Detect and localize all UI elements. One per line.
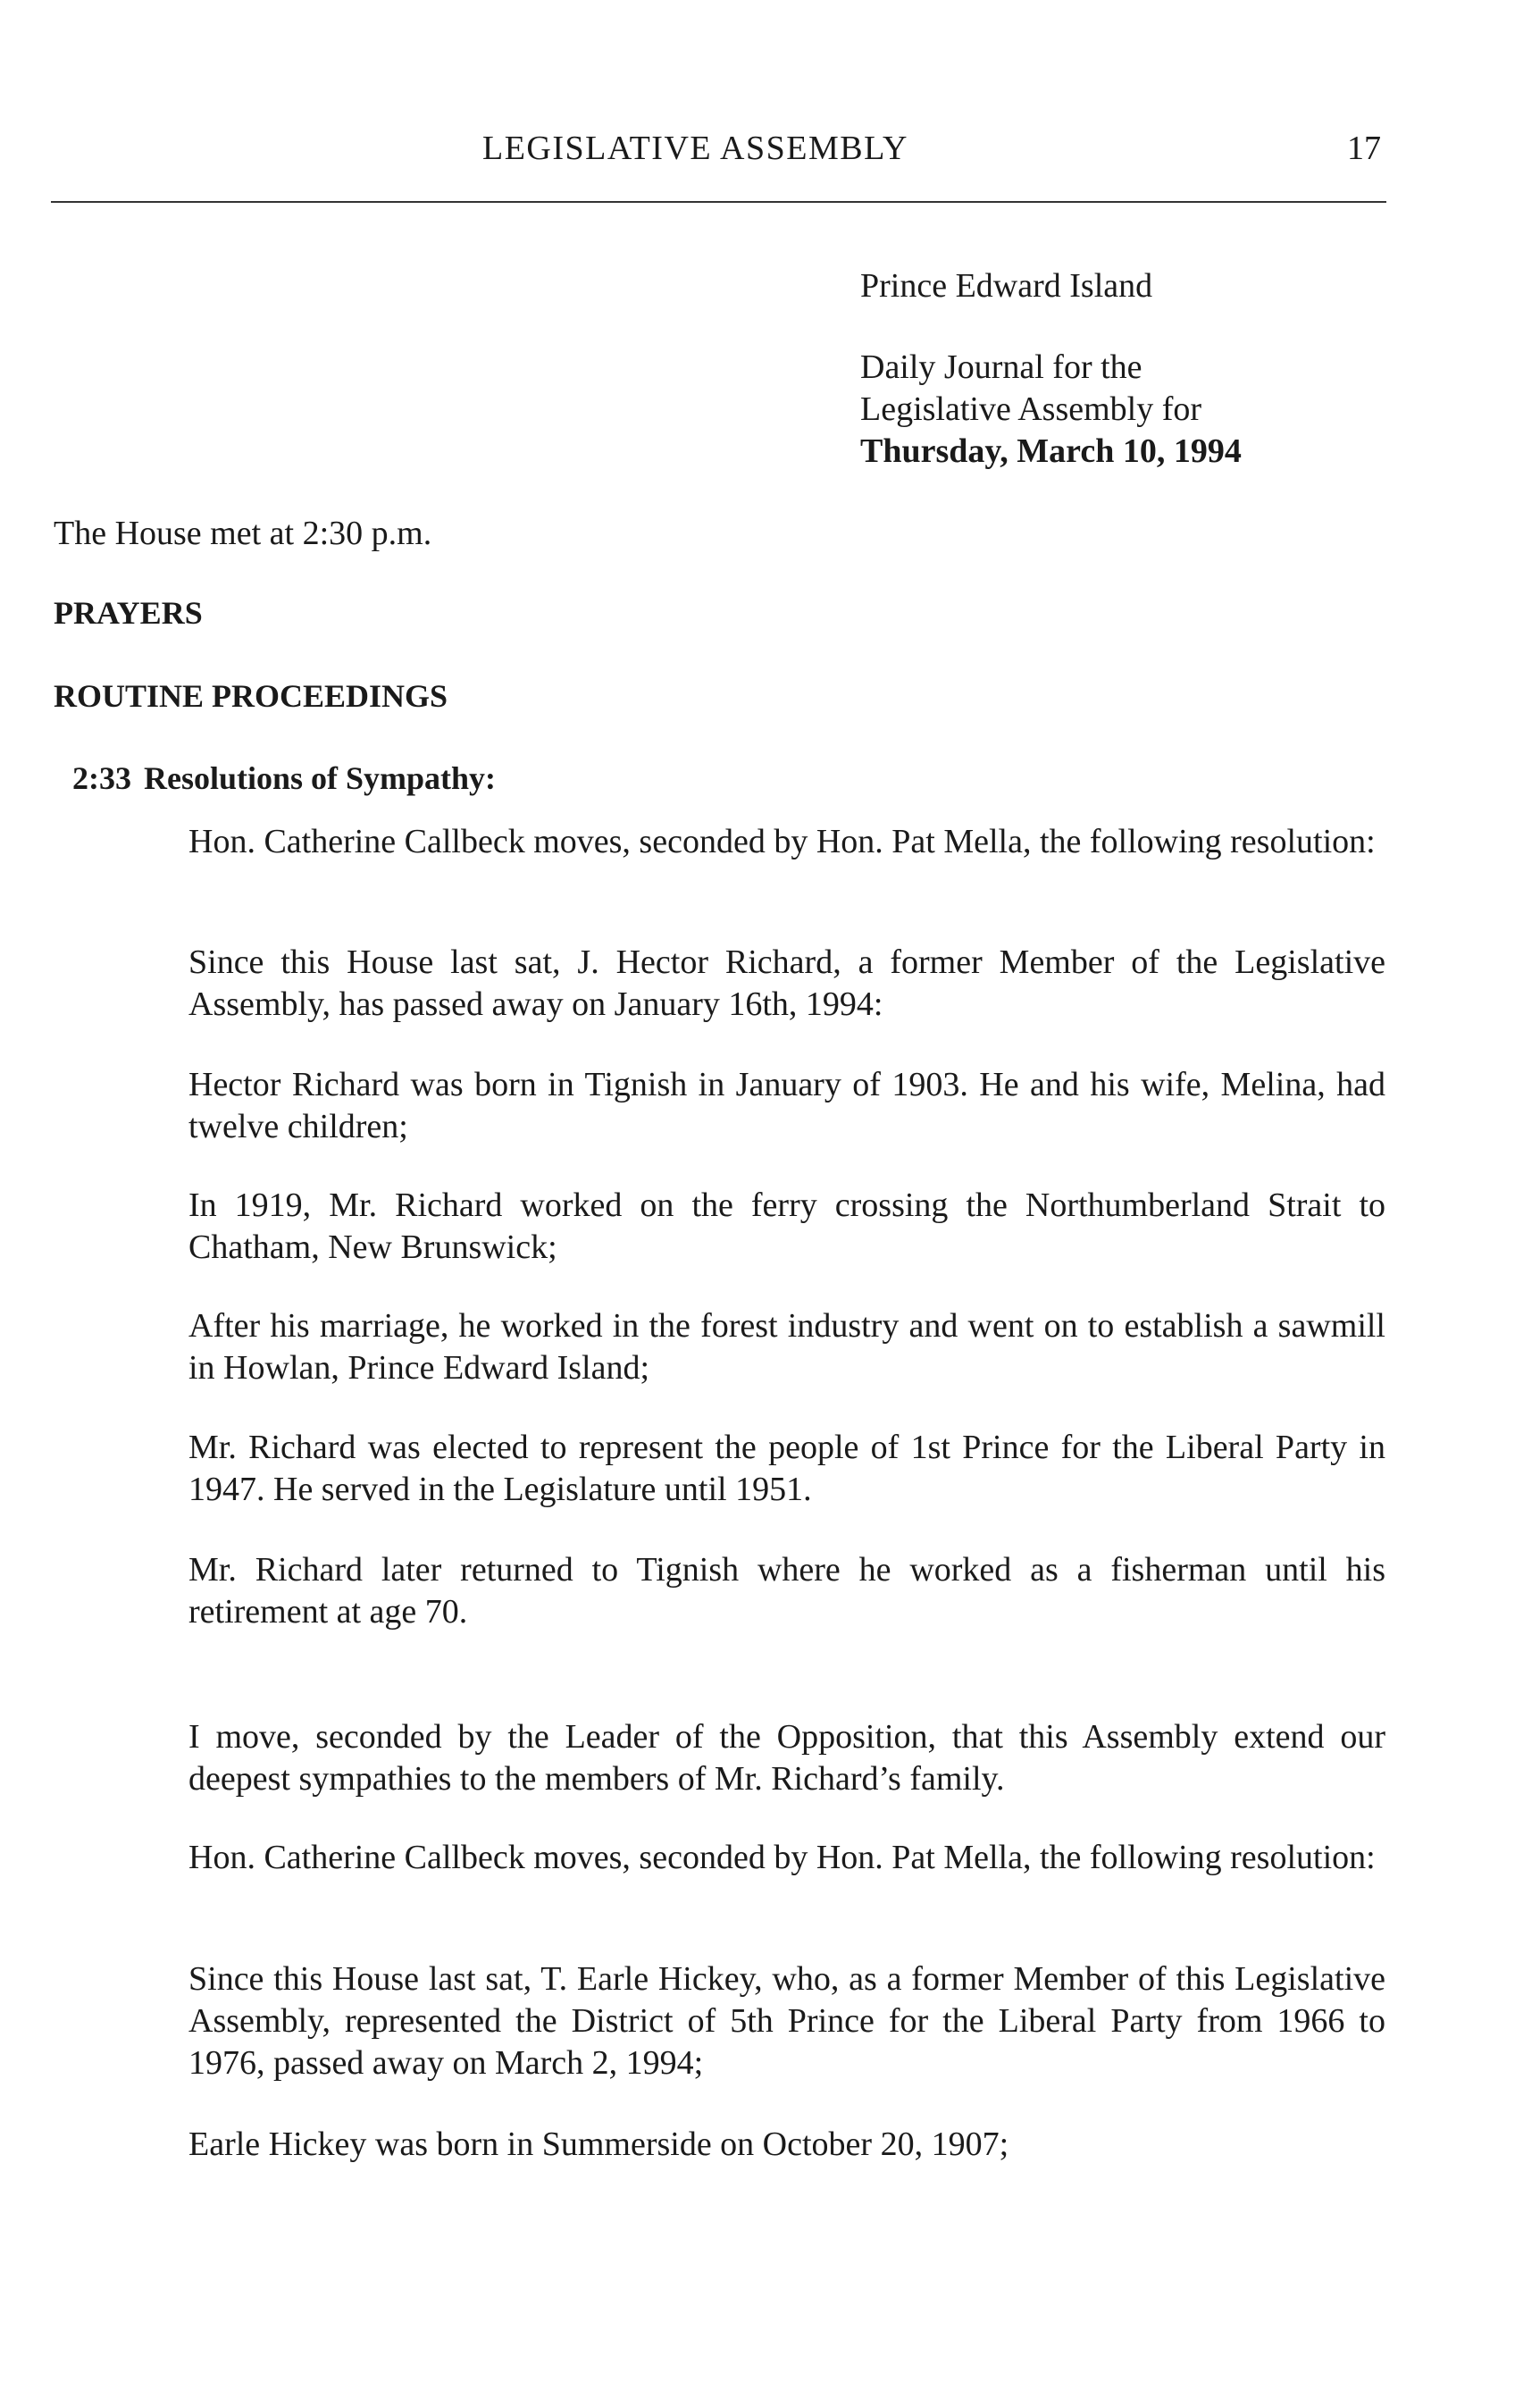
paragraph: Since this House last sat, T. Earle Hickey, who, as a former Member of this Legislative Assembly, represented the District of 5th Prince for the Liberal Party from 1966 to 1976, passed away on March 2, 1994; [188, 1960, 1385, 2082]
heading-prayers: PRAYERS [54, 595, 203, 631]
paragraph: Mr. Richard was elected to represent the people of 1st Prince for the Liberal Party in 1947. He served in the Legislature until 1951. [188, 1429, 1385, 1508]
journal-date: Thursday, March 10, 1994 [860, 432, 1242, 470]
paragraph: Hon. Catherine Callbeck moves, seconded by Hon. Pat Mella, the following resolution: [188, 823, 1376, 860]
province-name: Prince Edward Island [860, 267, 1153, 305]
item-title: Resolutions of Sympathy: [144, 760, 497, 796]
item-time: 2:33 [72, 760, 131, 796]
journal-title-line-1: Daily Journal for the [860, 348, 1142, 386]
paragraph: Mr. Richard later returned to Tignish where he worked as a fisherman until his retirement at age 70. [188, 1551, 1385, 1631]
journal-title-block [860, 347, 1242, 473]
journal-title-line-2: Legislative Assembly for [860, 390, 1202, 428]
paragraph: In 1919, Mr. Richard worked on the ferry crossing the Northumberland Strait to Chatham, New Brunswick; [188, 1186, 1385, 1266]
paragraph: Since this House last sat, J. Hector Richard, a former Member of the Legislative Assembly, has passed away on January 16th, 1994: [188, 943, 1385, 1023]
running-header-title: LEGISLATIVE ASSEMBLY [482, 130, 908, 167]
heading-routine-proceedings: ROUTINE PROCEEDINGS [54, 678, 448, 714]
paragraph: After his marriage, he worked in the forest industry and went on to establish a sawmill in Howlan, Prince Edward Island; [188, 1307, 1385, 1387]
resolutions-of-sympathy-heading [72, 755, 496, 801]
paragraph: Earle Hickey was born in Summerside on October 20, 1907; [188, 2126, 1009, 2163]
paragraph: Hon. Catherine Callbeck moves, seconded by Hon. Pat Mella, the following resolution: [188, 1839, 1376, 1876]
paragraph: Hector Richard was born in Tignish in January of 1903. He and his wife, Melina, had twelve children; [188, 1066, 1385, 1145]
paragraph: I move, seconded by the Leader of the Opposition, that this Assembly extend our deepest sympathies to the members of Mr. Richard’s family. [188, 1718, 1385, 1798]
header-rule [51, 201, 1386, 203]
page-number: 17 [1347, 130, 1381, 167]
meeting-time: The House met at 2:30 p.m. [54, 515, 432, 552]
